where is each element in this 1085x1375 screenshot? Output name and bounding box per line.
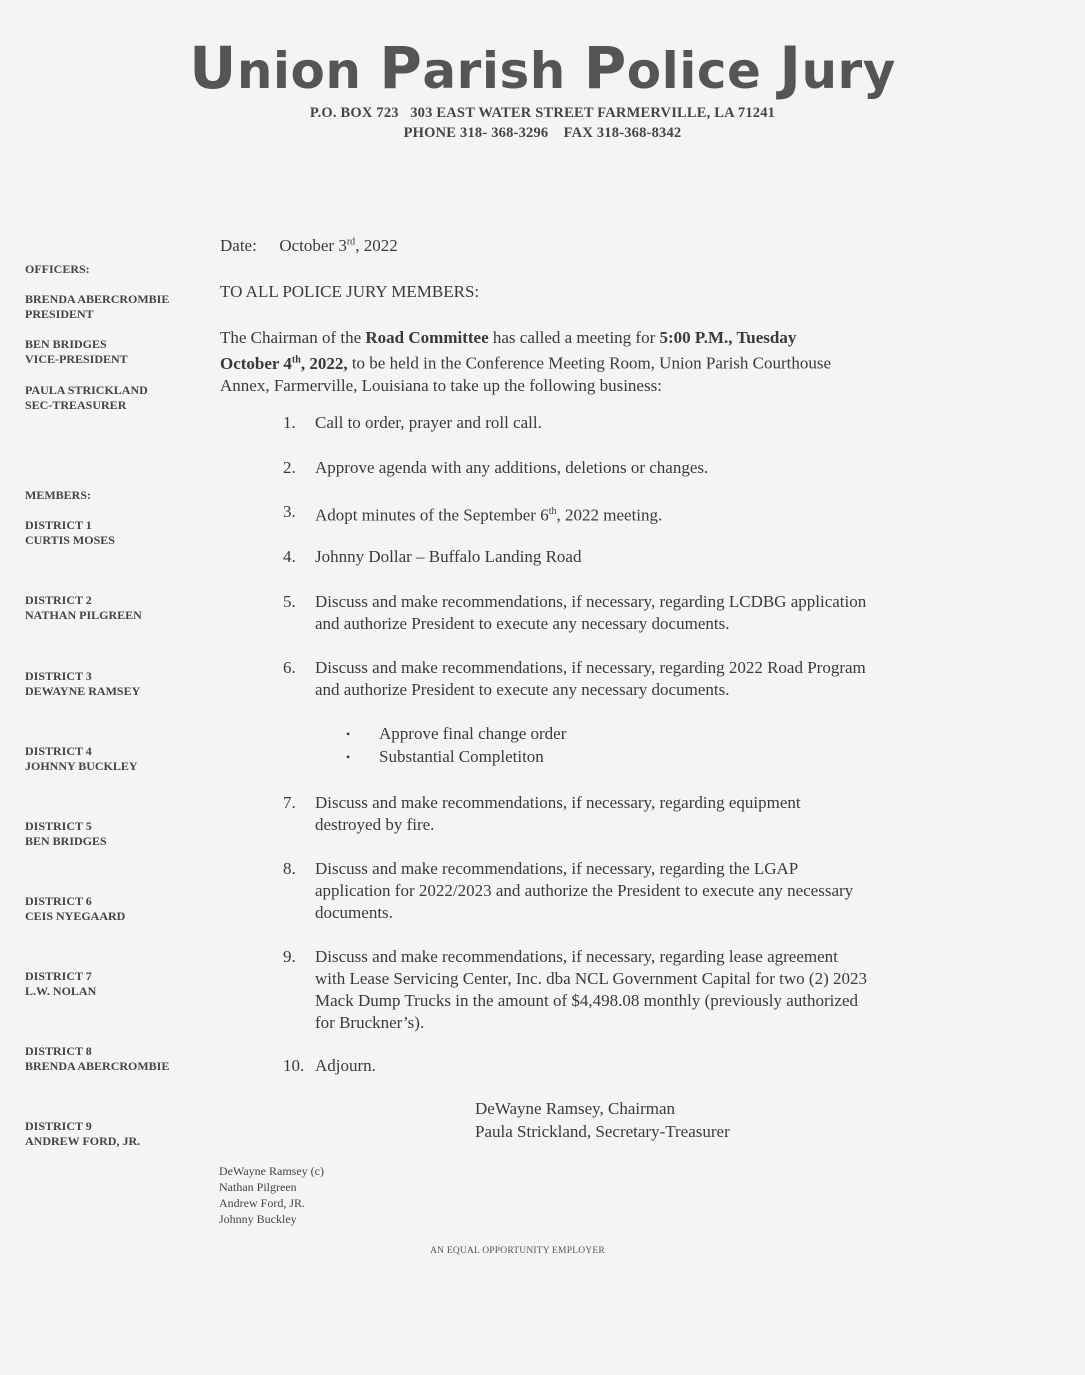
officers-heading: OFFICERS: [25, 262, 90, 276]
member-district-9: DISTRICT 9 [25, 1119, 92, 1133]
title-rest-4: ury [801, 42, 896, 100]
member-name-1: CURTIS MOSES [25, 533, 115, 547]
member-name-5: BEN BRIDGES [25, 834, 107, 848]
cc-item: Nathan Pilgreen [219, 1180, 297, 1194]
member-name-7: L.W. NOLAN [25, 984, 97, 998]
letter-date [220, 236, 398, 256]
member-district-2: DISTRICT 2 [25, 593, 92, 607]
footer-equal-opportunity: AN EQUAL OPPORTUNITY EMPLOYER [430, 1246, 605, 1256]
member-district-3: DISTRICT 3 [25, 669, 92, 683]
signature-chairman: DeWayne Ramsey, Chairman [475, 1099, 676, 1118]
member-name-2: NATHAN PILGREEN [25, 608, 142, 622]
title-cap-2: P [379, 34, 423, 102]
members-heading: MEMBERS: [25, 488, 91, 502]
officer-name-vice-president: BEN BRIDGES [25, 337, 107, 351]
member-name-8: BRENDA ABERCROMBIE [25, 1059, 170, 1073]
cc-item: Johnny Buckley [219, 1212, 297, 1226]
member-name-9: ANDREW FORD, JR. [25, 1134, 141, 1148]
letterhead-title [0, 34, 1085, 102]
member-name-3: DEWAYNE RAMSEY [25, 684, 141, 698]
member-district-4: DISTRICT 4 [25, 744, 92, 758]
cc-item: DeWayne Ramsey (c) [219, 1164, 324, 1178]
member-district-8: DISTRICT 8 [25, 1044, 92, 1058]
member-name-6: CEIS NYEGAARD [25, 909, 126, 923]
member-district-7: DISTRICT 7 [25, 969, 92, 983]
date-value: October 3rd, 2022 [279, 236, 398, 255]
salutation: TO ALL POLICE JURY MEMBERS: [220, 282, 480, 301]
officer-name-president: BRENDA ABERCROMBIE [25, 292, 170, 306]
bullet-icon: • [346, 727, 351, 741]
address-line-2: PHONE 318- 368-3296 FAX 318-368-8342 [403, 125, 682, 141]
member-district-1: DISTRICT 1 [25, 518, 92, 532]
title-cap-3: P [583, 34, 627, 102]
bullet-icon: • [346, 750, 351, 764]
title-cap-1: U [189, 34, 237, 102]
member-name-4: JOHNNY BUCKLEY [25, 759, 138, 773]
intro-paragraph: The Chairman of the Road Committee has called a meeting for 5:00 P.M., Tuesday October 4th, 2022, to be held in the Conference Meeting Room, Union Parish Courthouse Annex, Farmerville, Louisiana to take up the following business: [220, 328, 832, 395]
officer-role-sec-treasurer: SEC-TREASURER [25, 398, 127, 412]
officer-role-president: PRESIDENT [25, 307, 94, 321]
cc-item: Andrew Ford, JR. [219, 1196, 305, 1210]
member-district-5: DISTRICT 5 [25, 819, 92, 833]
officer-name-sec-treasurer: PAULA STRICKLAND [25, 383, 148, 397]
signature-secretary: Paula Strickland, Secretary-Treasurer [475, 1122, 730, 1141]
officer-role-vice-president: VICE-PRESIDENT [25, 352, 128, 366]
member-district-6: DISTRICT 6 [25, 894, 92, 908]
title-rest-1: nion [236, 42, 380, 100]
title-rest-3: olice [626, 42, 780, 100]
title-rest-2: arish [422, 42, 584, 100]
title-cap-4: J [779, 34, 802, 102]
date-label: Date: [220, 236, 257, 255]
address-line-1: P.O. BOX 723 303 EAST WATER STREET FARMERVILLE, LA 71241 [309, 105, 776, 121]
